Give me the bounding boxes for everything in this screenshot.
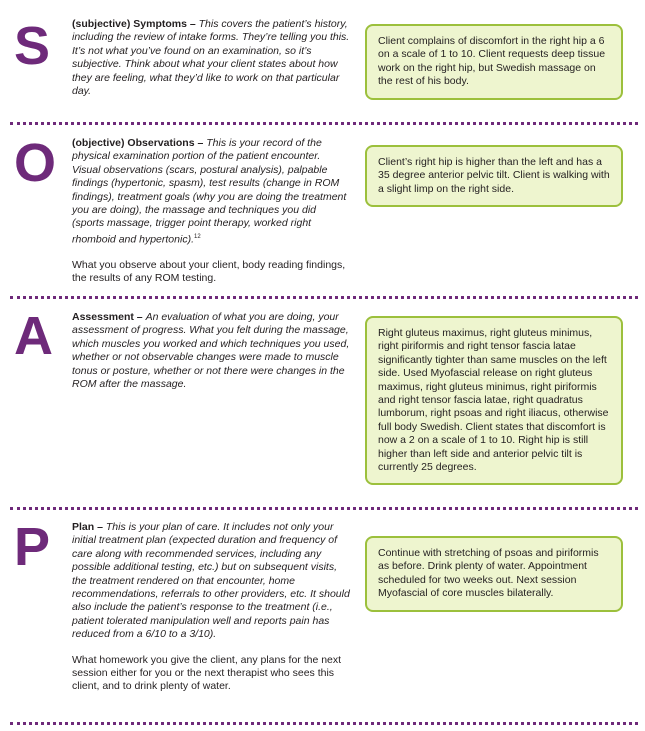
example-text: Client complains of discomfort in the right hip a 6 on a scale of 1 to 10. Client requests deep tissue work on the right hip, but Swedish massage on the rest of his body. [378,35,606,88]
footnote-marker: 12 [194,233,201,240]
extra-paragraph: What you observe about your client, body reading findings, the results of any ROM testing. [72,258,346,285]
section-letter: P [14,517,51,577]
example-note-box [365,536,623,612]
example-text: Right gluteus maximus, right gluteus minimus, right piriformis and right tensor fascia latae significantly tighter than same muscles on the left side. Used Myofascial release on right gluteus maximus, right gluteus minimus, right piriformis and right tensor fascia latae, right quadratus lumborum, right psoas and right iliacus, otherwise full body Swedish. Client states that discomfort is now a 2 on a scale of 1 to 10. Right hip is still higher than left side and anterior pelvic tilt is currently 25 degrees. [378,327,609,474]
section-description [72,311,350,403]
section-definition: This is your record of the physical examination portion of the patient encounter. Visual observations (scars, postural analysis), palpable findings (hypertonic, spasm), test results (change in ROM findings), treatment goals (why you are doing the treatment you are doing), the massage and techniques you did (sports massage, trigger point therapy, worked right rhomboid and hypertonic). [72,137,347,246]
section-term: Assessment [72,311,134,323]
section-letter: O [14,133,57,193]
section-divider [10,507,638,510]
definition-paragraph [72,311,350,391]
section-description [72,18,350,110]
definition-paragraph [72,521,350,642]
section-term: (objective) Observations [72,137,195,149]
example-text: Continue with stretching of psoas and piriformis as before. Drink plenty of water. Appointment scheduled for two weeks out. Next session Myofascial of core muscles bilaterally. [378,547,599,600]
section-description [72,137,350,298]
definition-paragraph [72,137,350,247]
extra-paragraph: What homework you give the client, any plans for the next session either for you or the next therapist who sees this client, and to drink plenty of water. [72,653,342,693]
term-separator: – [94,521,106,533]
section-definition: An evaluation of what you are doing, your assessment of progress. What you felt during the massage, which muscles you worked and which techniques you used, whether or not observable changes were made to muscle tonus or posture, whether or not there were changes in the ROM after the massage. [72,311,350,391]
section-letter: A [14,306,53,366]
example-note-box [365,145,623,207]
section-description [72,521,350,706]
section-definition: This covers the patient’s history, including the review of intake forms. They’re telling you this. It’s not what you’ve found on an examination, so it’s subjective. Think about what your client states about how they are feeling, what they’d like to work on that particular day. [72,18,350,98]
example-note-box [365,316,623,485]
section-divider [10,296,638,299]
definition-paragraph [72,18,350,98]
section-term: (subjective) Symptoms [72,18,187,30]
section-letter: S [14,16,51,76]
example-note-box [365,24,623,100]
term-separator: – [133,311,146,323]
term-separator: – [194,137,207,149]
term-separator: – [186,18,199,30]
section-definition: This is your plan of care. It includes not only your initial treatment plan (expected duration and frequency of care along with recommended services, including any possible additional testing, etc.) but on subsequent visits, the treatment rendered on that encounter, home recommendations, referrals to other providers, etc. It should also include the patient’s response to the treatment (i.e., patient tolerated manipulation well and reports pain has reduced from a 6/10 to a 3/10). [72,521,350,641]
section-divider [10,122,638,125]
example-text: Client’s right hip is higher than the left and has a 35 degree anterior pelvic tilt. Client is walking with a slight limp on the right side. [378,156,610,195]
section-term: Plan [72,521,95,533]
section-divider [10,722,638,725]
